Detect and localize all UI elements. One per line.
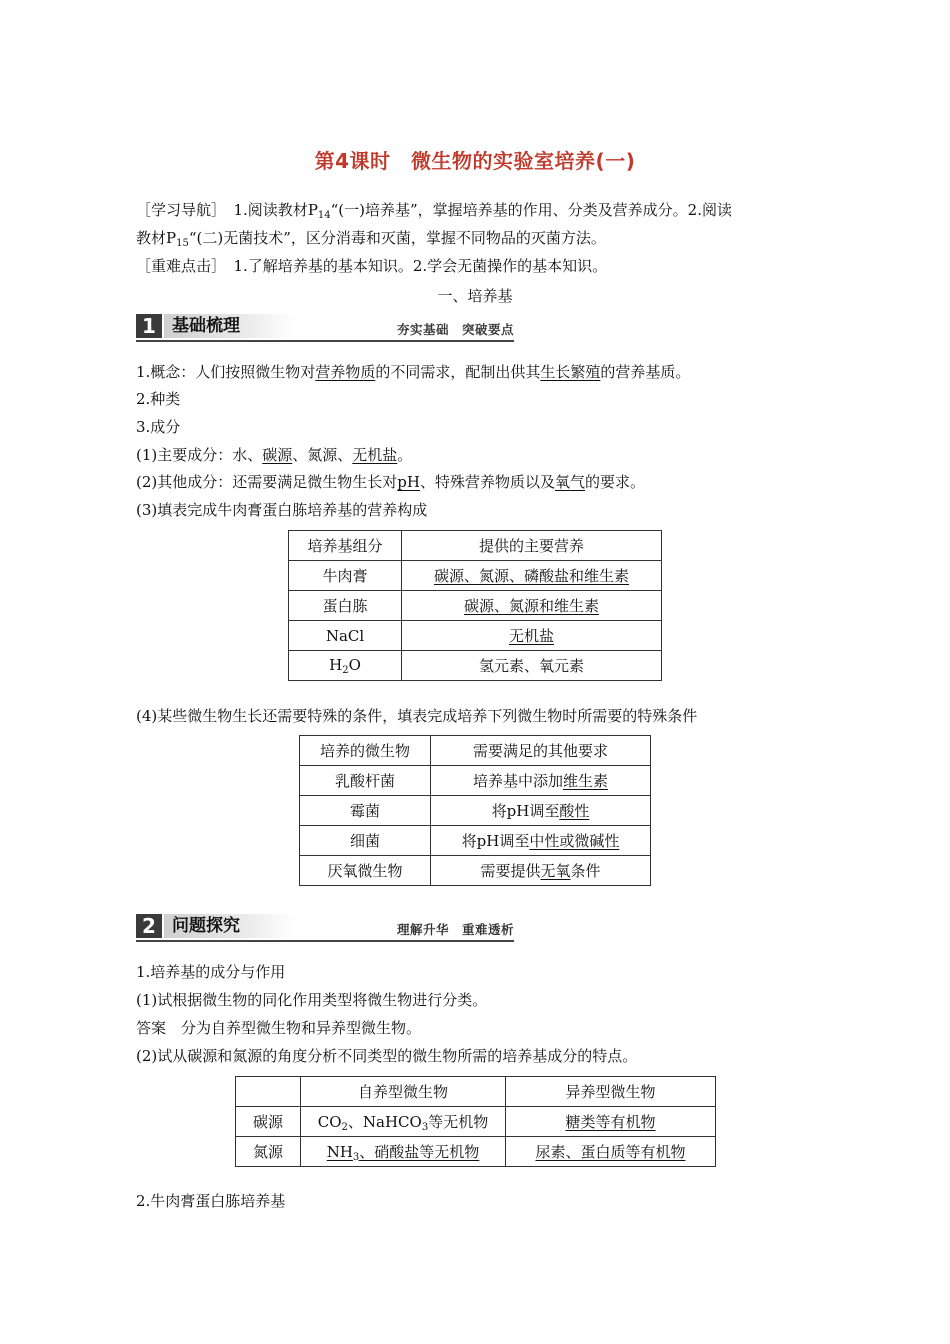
banner-number: 2 [136, 914, 162, 938]
table-row [289, 651, 662, 681]
section-banner-questions [136, 912, 514, 942]
table-cell [431, 856, 651, 886]
table2-intro: (4)某些微生物生长还需要特殊的条件，填表完成培养下列微生物时所需要的特殊条件 [136, 707, 698, 725]
table-cell: 蛋白胨 [289, 591, 402, 621]
text: 的营养基质。 [600, 363, 691, 381]
table-cell: NaCl [289, 621, 402, 651]
guide-text: ［学习导航］ 1.阅读教材P [136, 201, 318, 219]
table-cell [431, 766, 651, 796]
text: (1)主要成分：水、 [136, 446, 263, 464]
table-cell [289, 651, 402, 681]
table-cell: 氮源 [236, 1137, 301, 1167]
text: 培养基中添加 [472, 772, 563, 790]
table-header-cell: 培养基组分 [289, 531, 402, 561]
answer-underlined [327, 1143, 480, 1161]
table-cell [431, 826, 651, 856]
question-2: 2.牛肉膏蛋白胨培养基 [136, 1192, 286, 1210]
components-line: 3.成分 [136, 418, 181, 436]
study-guide-line-1 [136, 199, 732, 227]
text: 的要求。 [584, 473, 645, 491]
table-header-row [300, 736, 651, 766]
text: 、硝酸盐等无机物 [359, 1142, 480, 1161]
banner-tag: 夯实基础 突破要点 [396, 322, 514, 337]
banner-label: 基础梳理 [172, 316, 240, 336]
table-row [289, 561, 662, 591]
answer-underlined: 维生素 [563, 772, 609, 790]
banner-tag: 理解升华 重难透析 [396, 922, 514, 937]
page-title: 第4课时 微生物的实验室培养(一) [314, 149, 636, 173]
table-header-row [236, 1077, 716, 1107]
key-points-line: ［重难点击］ 1.了解培养基的基本知识。2.学会无菌操作的基本知识。 [136, 257, 608, 275]
text: 、NaHCO [347, 1112, 422, 1131]
table-cell [402, 591, 662, 621]
subscript: 3 [421, 1121, 429, 1133]
table-row [289, 591, 662, 621]
answer-underlined: 生长繁殖 [540, 363, 601, 381]
table-cell: 碳源 [236, 1107, 301, 1137]
other-components-line [136, 471, 645, 493]
concept-line [136, 361, 690, 383]
table-header-row [289, 531, 662, 561]
question-1: 1.培养基的成分与作用 [136, 963, 286, 981]
subscript: 2 [342, 664, 349, 676]
table-header-cell: 培养的微生物 [300, 736, 431, 766]
text: 的不同需求，配制出供其 [375, 363, 541, 381]
answer-underlined: 碳源、氮源和维生素 [463, 597, 599, 615]
answer-underlined: 无机盐 [508, 627, 554, 645]
table-cell: 霉菌 [300, 796, 431, 826]
table-row [300, 856, 651, 886]
table-cell [301, 1107, 506, 1137]
text: O [348, 655, 361, 674]
text: CO [317, 1112, 342, 1131]
table-header-cell: 提供的主要营养 [402, 531, 662, 561]
table-cell: 牛肉膏 [289, 561, 402, 591]
table-cell [506, 1137, 716, 1167]
text: 将pH调至 [461, 832, 530, 850]
guide-text: 教材P [136, 229, 177, 247]
text: 需要提供 [480, 862, 541, 880]
banner-rule [136, 340, 514, 342]
page-subscript: 15 [176, 238, 189, 249]
table-header-cell: 需要满足的其他要求 [431, 736, 651, 766]
table-row [236, 1107, 716, 1137]
table-cell [402, 621, 662, 651]
table-row [300, 796, 651, 826]
table-cell [431, 796, 651, 826]
table-header-cell: 自养型微生物 [301, 1077, 506, 1107]
banner-number: 1 [136, 314, 162, 338]
table-row [300, 826, 651, 856]
section-heading: 一、培养基 [437, 287, 513, 305]
banner-label: 问题探究 [172, 916, 240, 936]
table-row [289, 621, 662, 651]
text: 。 [397, 446, 413, 464]
text: 条件 [570, 862, 601, 880]
text: (2)其他成分：还需要满足微生物生长对 [136, 473, 398, 491]
answer-underlined: 中性或微碱性 [529, 832, 620, 850]
study-guide-line-2 [136, 227, 606, 255]
text: 将pH调至 [491, 802, 560, 820]
answer-underlined: 无氧 [540, 862, 571, 880]
table-header-cell: 异养型微生物 [506, 1077, 716, 1107]
subscript: 3 [352, 1151, 360, 1163]
table-cell: 乳酸杆菌 [300, 766, 431, 796]
question-1-1: (1)试根据微生物的同化作用类型将微生物进行分类。 [136, 991, 488, 1009]
text: 1.概念：人们按照微生物对 [136, 363, 316, 381]
answer-line: 答案 分为自养型微生物和异养型微生物。 [136, 1019, 422, 1037]
banner-rule [136, 940, 514, 942]
answer-underlined: 碳源、氮源、磷酸盐和维生素 [433, 567, 629, 585]
answer-underlined: 营养物质 [315, 363, 376, 381]
question-1-2: (2)试从碳源和氮源的角度分析不同类型的微生物所需的培养基成分的特点。 [136, 1047, 638, 1065]
guide-text: “(二)无菌技术”，区分消毒和灭菌，掌握不同物品的灭菌方法。 [188, 229, 606, 247]
answer-underlined: 糖类等有机物 [565, 1113, 656, 1131]
table-row [300, 766, 651, 796]
table-cell: 氢元素、氧元素 [402, 651, 662, 681]
guide-text: “(一)培养基”，掌握培养基的作用、分类及营养成分。2.阅读 [330, 201, 732, 219]
special-conditions-table [299, 735, 651, 886]
carbon-nitrogen-table [235, 1076, 716, 1167]
main-components-line [136, 444, 412, 466]
table-row [236, 1137, 716, 1167]
table-cell [402, 561, 662, 591]
table-cell: 细菌 [300, 826, 431, 856]
table-cell [506, 1107, 716, 1137]
table-cell: 厌氧微生物 [300, 856, 431, 886]
text: 等无机物 [428, 1112, 489, 1131]
text: 、氮源、 [292, 446, 353, 464]
nutrition-table [288, 530, 662, 681]
text: 、特殊营养物质以及 [419, 473, 555, 491]
subscript: 2 [341, 1121, 348, 1133]
page-subscript: 14 [317, 210, 331, 221]
section-banner-basics [136, 312, 514, 342]
answer-underlined: 氧气 [554, 473, 585, 491]
answer-underlined: 无机盐 [352, 446, 398, 464]
answer-underlined: pH [397, 473, 420, 491]
table-cell [301, 1137, 506, 1167]
answer-underlined: 酸性 [559, 802, 590, 820]
table-header-cell [236, 1077, 301, 1107]
text: NH [326, 1142, 353, 1161]
table1-intro: (3)填表完成牛肉膏蛋白胨培养基的营养构成 [136, 501, 428, 519]
answer-underlined: 尿素、蛋白质等有机物 [535, 1143, 686, 1161]
answer-underlined: 碳源 [262, 446, 293, 464]
text: H [329, 655, 343, 674]
kinds-line: 2.种类 [136, 390, 181, 408]
